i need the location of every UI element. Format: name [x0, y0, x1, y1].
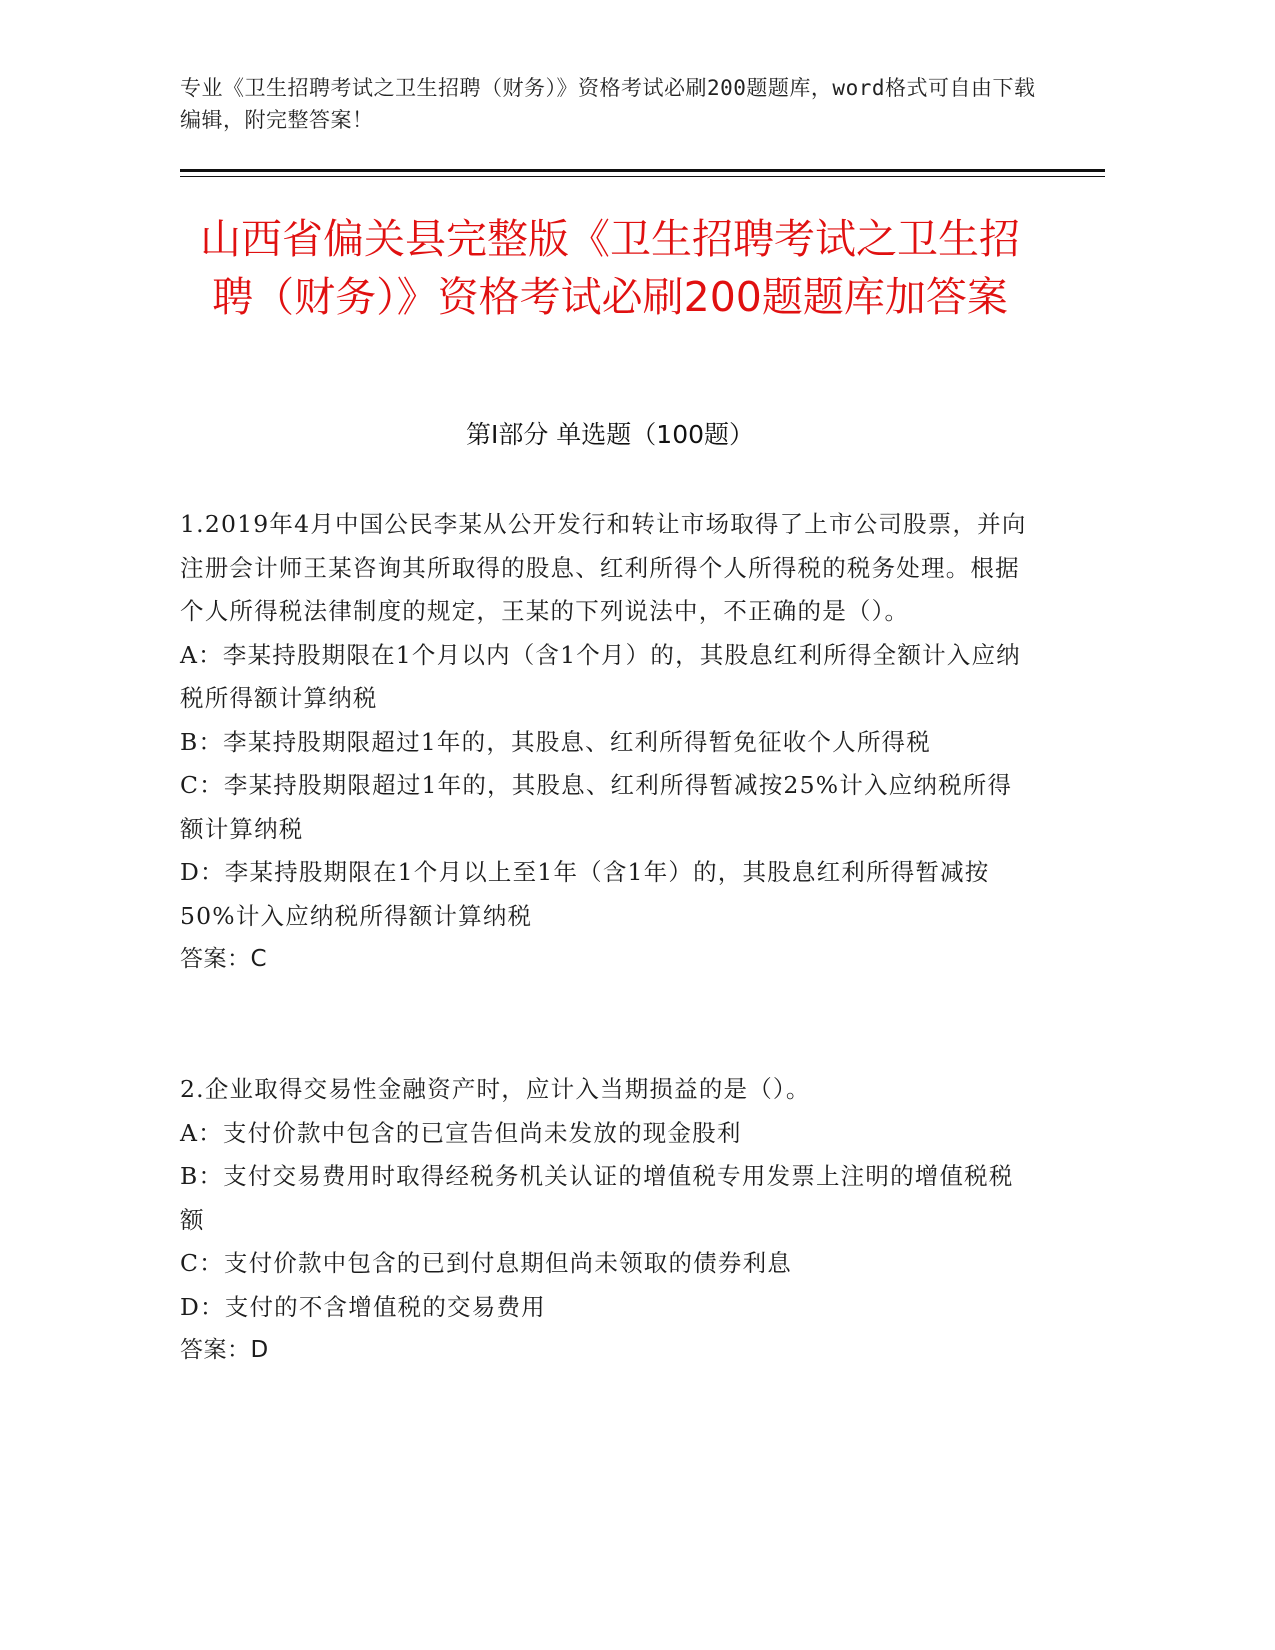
option-c: C：李某持股期限超过1年的，其股息、红利所得暂减按25%计入应纳税所得额计算纳税 — [180, 771, 1013, 843]
question-2 — [180, 1068, 1030, 1373]
option-d: D：李某持股期限在1个月以上至1年（含1年）的，其股息红利所得暂减按50%计入应纳税所得额计算纳税 — [180, 858, 990, 930]
document-title: 山西省偏关县完整版《卫生招聘考试之卫生招聘（财务）》资格考试必刷200题题库加答案 — [200, 215, 1020, 321]
option-b: B：支付交易费用时取得经税务机关认证的增值税专用发票上注明的增值税税额 — [180, 1162, 1014, 1234]
answer: 答案：D — [180, 1337, 269, 1363]
option-b: B：李某持股期限超过1年的，其股息、红利所得暂免征收个人所得税 — [180, 727, 931, 756]
header-note: 专业《卫生招聘考试之卫生招聘（财务）》资格考试必刷200题题库，word格式可自由下载编辑，附完整答案！ — [180, 76, 1036, 132]
answer: 答案：C — [180, 946, 268, 972]
option-a: A：支付价款中包含的已宣告但尚未发放的现金股利 — [180, 1118, 742, 1147]
question-stem: 2.企业取得交易性金融资产时，应计入当期损益的是（）。 — [180, 1075, 811, 1103]
question-stem: 1.2019年4月中国公民李某从公开发行和转让市场取得了上市公司股票，并向注册会计师王某咨询其所取得的股息、红利所得个人所得税的税务处理。根据个人所得税法律制度的规定，王某的下列说法中，不正确的是（）。 — [180, 510, 1027, 625]
section-heading: 第Ⅰ部分 单选题（100题） — [465, 420, 755, 449]
option-c: C：支付价款中包含的已到付息期但尚未领取的债券利息 — [180, 1249, 792, 1277]
header-rule-thick — [180, 169, 1105, 172]
question-1 — [180, 503, 1030, 982]
option-d: D：支付的不含增值税的交易费用 — [180, 1292, 546, 1321]
header-rule-thin — [180, 176, 1105, 177]
option-a: A：李某持股期限在1个月以内（含1个月）的，其股息红利所得全额计入应纳税所得额计算纳税 — [180, 640, 1021, 712]
